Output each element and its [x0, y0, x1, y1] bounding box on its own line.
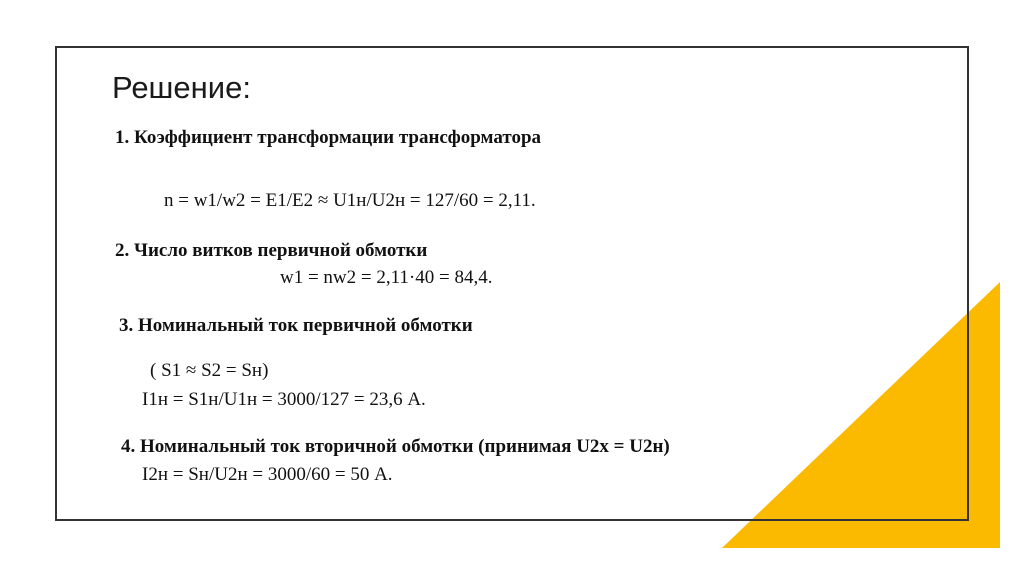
section-2-heading: 2. Число витков первичной обмотки [115, 240, 428, 261]
section-3-formula: I1н = S1н/U1н = 3000/127 = 23,6 А. [142, 389, 426, 410]
section-2-formula: w1 = nw2 = 2,11·40 = 84,4. [280, 267, 493, 288]
section-1-formula: n = w1/w2 = E1/E2 ≈ U1н/U2н = 127/60 = 2,11. [164, 190, 536, 211]
slide-title: Решение: [112, 70, 251, 105]
section-3-condition: ( S1 ≈ S2 = Sн) [150, 360, 269, 381]
section-4-heading: 4. Номинальный ток вторичной обмотки (принимая U2x = U2н) [121, 436, 670, 457]
section-3-heading: 3. Номинальный ток первичной обмотки [119, 315, 473, 336]
section-1-heading: 1. Коэффициент трансформации трансформатора [115, 127, 542, 148]
section-4-formula: I2н = Sн/U2н = 3000/60 = 50 А. [142, 464, 393, 485]
